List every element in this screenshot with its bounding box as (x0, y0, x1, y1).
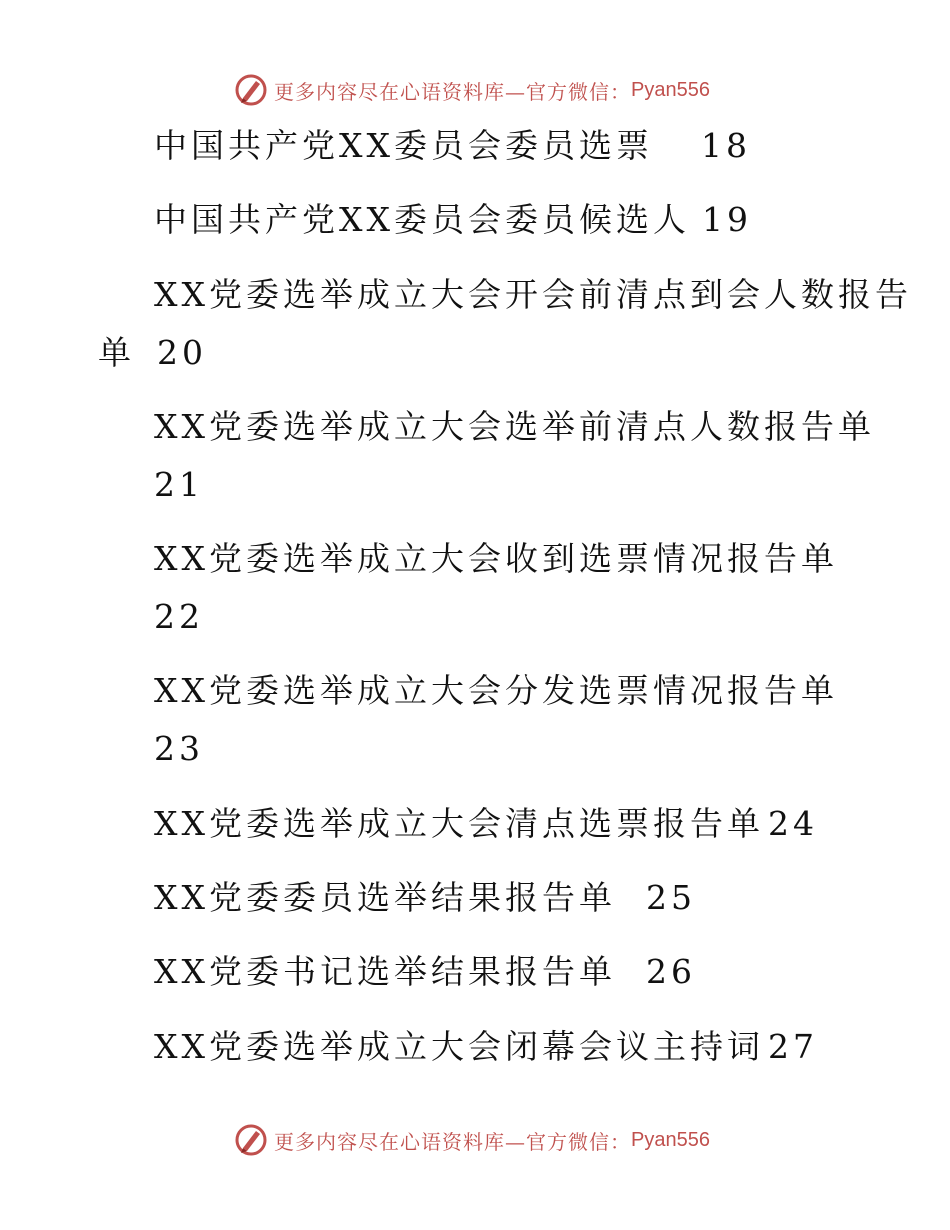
toc-entry (98, 187, 858, 253)
banner-wechat-id: Pyan556 (631, 1128, 710, 1151)
toc-entry-page: 18 (701, 126, 751, 165)
toc-entry-title: XX党委选举成立大会分发选票情况报告单 (154, 671, 838, 710)
toc-entry (98, 658, 858, 782)
toc-entry-page: 22 (154, 597, 204, 636)
toc-entry-title: XX党委选举成立大会开会前清点到会人数报告 (154, 275, 912, 314)
banner-wechat-id: Pyan556 (631, 78, 710, 101)
pen-logo-icon (234, 1123, 268, 1157)
banner-text: 更多内容尽在心语资料库—官方微信： (274, 79, 631, 104)
toc-entry-title: XX党委委员选举结果报告单 (154, 878, 616, 917)
toc-entry-title-continued: 单 (98, 333, 135, 372)
toc-entry-title: 中国共产党XX委员会委员选票 (154, 126, 653, 165)
toc-entry (98, 791, 858, 857)
toc-entry-page: 19 (702, 200, 752, 239)
toc-entry-page: 24 (768, 804, 818, 843)
toc-entry-title: 中国共产党XX委员会委员候选人 (154, 200, 690, 239)
toc-entry-title: XX党委选举成立大会清点选票报告单 (154, 804, 764, 843)
toc-entry-title: XX党委书记选举结果报告单 (154, 952, 616, 991)
toc-entry (98, 1014, 858, 1080)
toc-entry-page: 23 (154, 729, 204, 768)
toc-entry (98, 394, 875, 518)
banner-text: 更多内容尽在心语资料库—官方微信： (274, 1129, 631, 1154)
toc-entry-title: XX党委选举成立大会收到选票情况报告单 (154, 539, 838, 578)
toc-entry-page: 26 (646, 952, 696, 991)
toc-entry-title: XX党委选举成立大会选举前清点人数报告单 (154, 407, 875, 446)
footer-watermark (234, 1120, 710, 1160)
toc-entry-page: 25 (646, 878, 696, 917)
toc-entry (98, 526, 858, 650)
toc-entry-page: 27 (768, 1027, 818, 1066)
toc-entry-page: 21 (154, 465, 204, 504)
toc-entry (98, 113, 858, 179)
toc-entry (98, 939, 858, 1005)
toc-entry-page: 20 (157, 333, 207, 372)
toc-entry-title: XX党委选举成立大会闭幕会议主持词 (154, 1027, 764, 1066)
toc-entry (98, 865, 858, 931)
toc-entry (98, 262, 912, 386)
